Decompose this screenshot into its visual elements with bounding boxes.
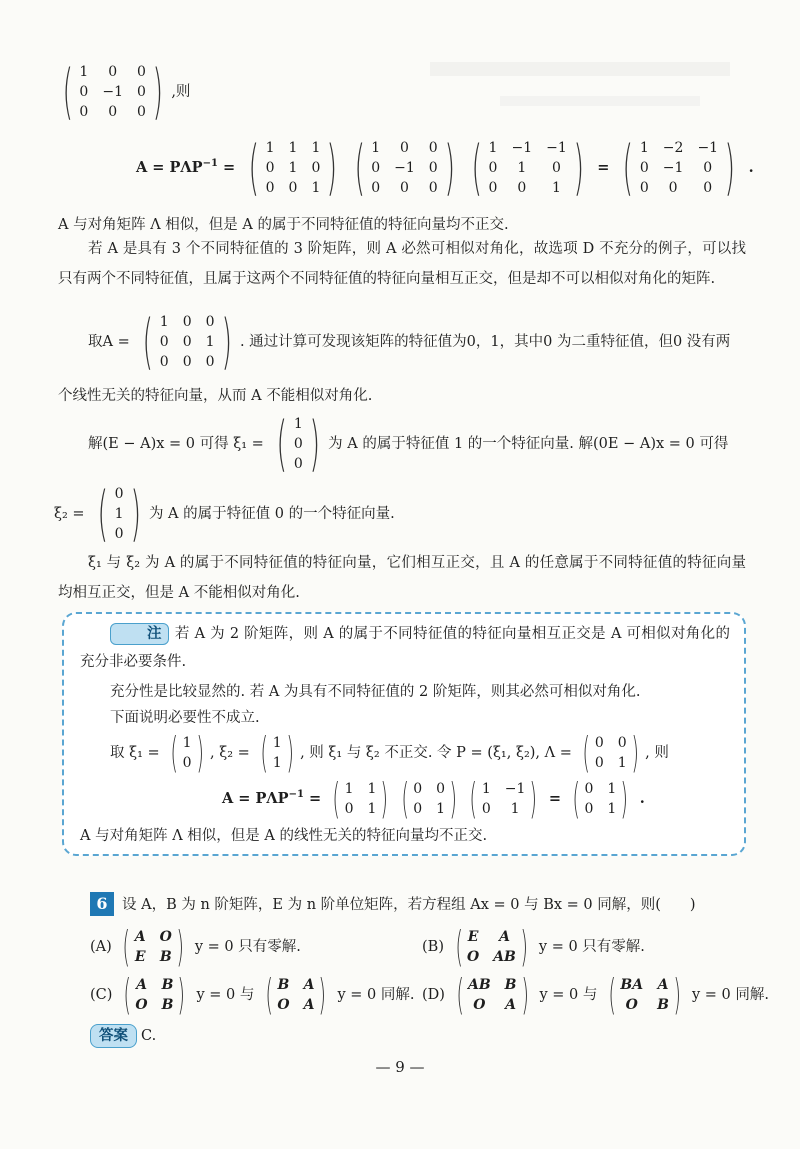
answer-text: C. — [141, 1028, 157, 1044]
note-matrix-lambda: ( 0 0 0 1 ) — [582, 728, 639, 777]
note-matrix-result: ( 0 1 0 1 ) — [572, 774, 629, 823]
note-line-6: A 与对角矩阵 Λ 相似，但是 A 的线性无关的特征向量均不正交. — [80, 828, 488, 844]
bleed-through-shade — [430, 62, 730, 76]
matrix-A-example: ( 1 0 0 0 0 1 0 0 0 ) — [142, 307, 232, 377]
option-d[interactable]: (D) ( AB B O A ) y = 0 与 ( BA A O B ) y = 0 同解. — [422, 970, 769, 1019]
note-equation: $A = P\Lambda P^{-1}$ = ( 1 1 0 1 ) ( 0 0 0 1 ) ( 1 −1 0 1 ) = ( 0 1 0 1 ) . — [222, 774, 645, 823]
note-vectors-line: 取 ξ₁ = ( 1 0 ) , ξ₂ = ( 1 1 ) , 则 ξ₁ 与 ξ₂ 不正交. 令 P = (ξ₁, ξ₂), Λ = ( 0 0 0 1 ) , 则 — [110, 728, 669, 777]
lambda-definition — [54, 57, 191, 127]
paragraph-1: A 与对角矩阵 Λ 相似，但是 A 的属于不同特征值的特征向量均不正交. — [58, 217, 509, 233]
paragraph-2: 若 A 是具有 3 个不同特征值的 3 阶矩阵，则 A 必然可相似对角化，故选项 D 不充分的例子，可以找只有两个不同特征值，且属于这两个不同特征值的特征向量相互正交，但是却不可以相似对角化的矩阵. — [58, 241, 746, 287]
note-badge: 注 — [110, 623, 169, 645]
eq-sign: = — [222, 159, 236, 176]
note-line-3: 下面说明必要性不成立. — [110, 710, 260, 726]
vector-xi2: ( 0 1 0 ) — [97, 479, 141, 549]
note-matrix-P: ( 1 1 0 1 ) — [332, 774, 389, 823]
option-d-matrix-1: ( AB B O A ) — [456, 970, 529, 1019]
question-number: 6 — [90, 892, 114, 916]
matrix-P-inverse: ( 1 −1 −1 0 1 0 0 0 1 ) — [471, 133, 584, 203]
eq-lhs: A = PΛP — [136, 159, 203, 176]
example-matrix-line: 取A = ( 1 0 0 0 0 1 0 0 0 ) . 通过计算可发现该矩阵的特征值为0，1，其中0 为二重特征值，但0 没有两 — [88, 307, 731, 377]
matrix-P: ( 1 1 1 0 1 0 0 0 1 ) — [248, 133, 338, 203]
paragraph-3-cont: 个线性无关的特征向量，从而 A 不能相似对角化. — [58, 388, 373, 404]
matrix-lambda-2: ( 1 0 0 0 −1 0 0 0 0 ) — [354, 133, 455, 203]
xi2-line: ξ₂ = ( 0 1 0 ) 为 A 的属于特征值 0 的一个特征向量. — [54, 479, 395, 549]
option-b[interactable]: (B) ( E A O AB ) y = 0 只有零解. — [422, 922, 645, 971]
matrix-cells: 1 0 0 0 −1 0 0 0 0 — [79, 64, 146, 120]
note-line-2: 充分性是比较显然的. 若 A 为具有不同特征值的 2 阶矩阵，则其必然可相似对角化. — [110, 684, 641, 700]
option-a-matrix: ( A O E B ) — [122, 922, 184, 971]
matrix-result: ( 1 −2 −1 0 −1 0 0 0 0 ) — [622, 133, 736, 203]
note-vector-xi2: ( 1 1 ) — [260, 728, 294, 777]
page-number: — 9 — — [375, 1058, 425, 1076]
vector-xi1: ( 1 0 0 ) — [276, 409, 320, 479]
option-b-matrix: ( E A O AB ) — [455, 922, 528, 971]
note-line-1: 注 若 A 为 2 阶矩阵，则 A 的属于不同特征值的特征向量相互正交是 A 可相似对角化的充分非必要条件. — [80, 625, 730, 670]
note-vector-xi1: ( 1 0 ) — [170, 728, 204, 777]
matrix-lambda: ( 1 0 0 0 −1 0 0 0 0 ) — [62, 57, 163, 127]
eq-sup: −1 — [202, 158, 218, 170]
intro-then: ,则 — [171, 84, 191, 100]
option-a[interactable]: (A) ( A O E B ) y = 0 只有零解. — [90, 922, 301, 971]
option-c-matrix-1: ( A B O B ) — [123, 970, 186, 1019]
option-d-matrix-2: ( BA A O B ) — [608, 970, 681, 1019]
paragraph-6: ξ₁ 与 ξ₂ 为 A 的属于不同特征值的特征向量，它们相互正交，且 A 的任意属于不同特征值的特征向量均相互正交，但是 A 不能相似对角化. — [58, 555, 746, 601]
question-stem: 6 设 A，B 为 n 阶矩阵，E 为 n 阶单位矩阵，若方程组 Ax = 0 与 Bx = 0 同解，则( ) — [90, 892, 696, 916]
answer-badge: 答案 — [90, 1024, 137, 1048]
equation-a-product: $A = P\Lambda P^{-1}$ = ( 1 1 1 0 1 0 0 0 1 ) ( 1 0 0 0 −1 0 0 0 0 ) ( 1 −1 −1 0 1 0 0 0 1 ) = ( 1 −2 −1 0 −1 0 0 0 0 ) . — [136, 133, 754, 203]
answer-line — [90, 1024, 156, 1048]
note-matrix-Pinv: ( 1 −1 0 1 ) — [469, 774, 538, 823]
option-c-matrix-2: ( B A O A ) — [265, 970, 327, 1019]
option-c[interactable]: (C) ( A B O B ) y = 0 与 ( B A O A ) y = 0 同解. — [90, 970, 415, 1019]
note-matrix-L: ( 0 0 0 1 ) — [401, 774, 457, 823]
bleed-through-shade — [500, 96, 700, 106]
xi1-line: 解(E − A)x = 0 可得 ξ₁ = ( 1 0 0 ) 为 A 的属于特征值 1 的一个特征向量. 解(0E − A)x = 0 可得 — [88, 409, 729, 479]
